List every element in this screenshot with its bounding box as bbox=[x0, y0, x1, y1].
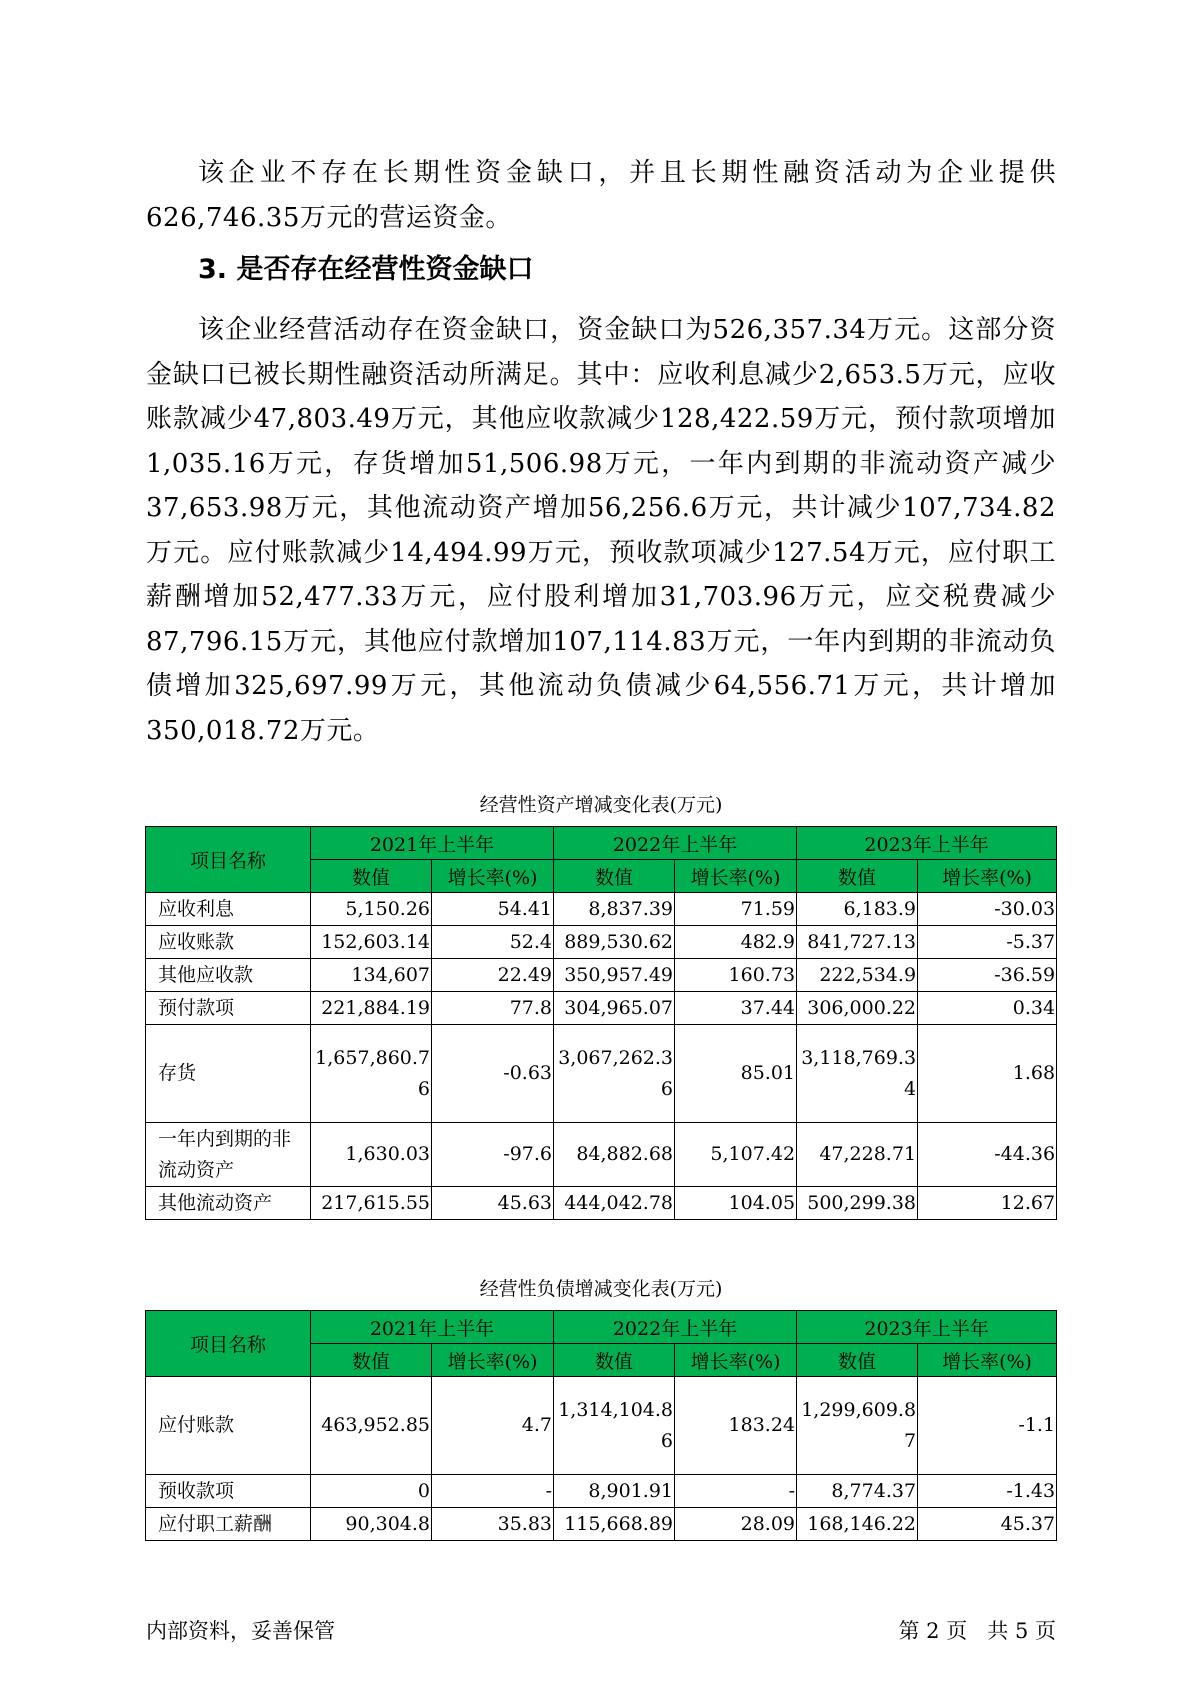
cell-rate: -1.1 bbox=[918, 1377, 1057, 1475]
cell-rate: 5,107.42 bbox=[675, 1123, 797, 1187]
operating-assets-table bbox=[145, 826, 1057, 1220]
header-period-2023: 2023年上半年 bbox=[797, 827, 1057, 860]
row-name: 一年内到期的非流动资产 bbox=[146, 1123, 311, 1187]
cell-value: 90,304.8 bbox=[311, 1508, 432, 1541]
cell-rate: 54.41 bbox=[432, 893, 554, 926]
cell-rate: 0.34 bbox=[918, 992, 1057, 1025]
cell-rate: 71.59 bbox=[675, 893, 797, 926]
section-heading: 3. 是否存在经营性资金缺口 bbox=[198, 254, 534, 285]
header-period-2021: 2021年上半年 bbox=[311, 827, 554, 860]
header-growth-rate: 增长率(%) bbox=[918, 1344, 1057, 1377]
cell-value: 134,607 bbox=[311, 959, 432, 992]
cell-value: 8,901.91 bbox=[554, 1475, 675, 1508]
page-number: 2 bbox=[926, 1619, 940, 1643]
cell-value: 1,630.03 bbox=[311, 1123, 432, 1187]
table-row bbox=[146, 893, 1057, 926]
header-value: 数值 bbox=[797, 1344, 918, 1377]
cell-rate: 77.8 bbox=[432, 992, 554, 1025]
cell-rate: 4.7 bbox=[432, 1377, 554, 1475]
cell-value: 350,957.49 bbox=[554, 959, 675, 992]
cell-rate: -30.03 bbox=[918, 893, 1057, 926]
cell-rate: 28.09 bbox=[675, 1508, 797, 1541]
row-name: 其他应收款 bbox=[146, 959, 311, 992]
row-name: 预付款项 bbox=[146, 992, 311, 1025]
header-value: 数值 bbox=[311, 860, 432, 893]
cell-value: 152,603.14 bbox=[311, 926, 432, 959]
cell-rate: 52.4 bbox=[432, 926, 554, 959]
cell-rate: -1.43 bbox=[918, 1475, 1057, 1508]
header-item-name: 项目名称 bbox=[146, 1311, 311, 1377]
header-value: 数值 bbox=[797, 860, 918, 893]
cell-rate: 35.83 bbox=[432, 1508, 554, 1541]
row-name: 应付账款 bbox=[146, 1377, 311, 1475]
operating-liabilities-table bbox=[145, 1310, 1057, 1541]
cell-value: 3,118,769.34 bbox=[797, 1025, 918, 1123]
table2-caption: 经营性负债增减变化表(万元) bbox=[479, 1278, 723, 1300]
table-row bbox=[146, 1377, 1057, 1475]
total-prefix: 共 bbox=[987, 1619, 1009, 1643]
cell-value: 1,314,104.86 bbox=[554, 1377, 675, 1475]
table-row bbox=[146, 1187, 1057, 1220]
header-value: 数值 bbox=[554, 1344, 675, 1377]
header-growth-rate: 增长率(%) bbox=[675, 860, 797, 893]
cell-rate: - bbox=[432, 1475, 554, 1508]
cell-value: 5,150.26 bbox=[311, 893, 432, 926]
total-pages: 5 bbox=[1014, 1619, 1029, 1643]
cell-rate: -36.59 bbox=[918, 959, 1057, 992]
cell-value: 3,067,262.36 bbox=[554, 1025, 675, 1123]
cell-rate: 45.37 bbox=[918, 1508, 1057, 1541]
cell-rate: 45.63 bbox=[432, 1187, 554, 1220]
cell-value: 1,657,860.76 bbox=[311, 1025, 432, 1123]
cell-rate: 22.49 bbox=[432, 959, 554, 992]
paragraph-operating-gap: 该企业经营活动存在资金缺口，资金缺口为526,357.34万元。这部分资金缺口已被长期性融资活动所满足。其中：应收利息减少2,653.5万元，应收账款减少47,803.49万元，其他应收款减少128,422.59万元，预付款项增加1,035.16万元，存货增加51,506.98万元，一年内到期的非流动资产减少37,653.98万元，其他流动资产增加56,256.6万元，共计减少107,734.82万元。应付账款减少14,494.99万元，预收款项减少127.54万元，应付职工薪酬增加52,477.33万元，应付股利增加31,703.96万元，应交税费减少87,796.15万元，其他应付款增加107,114.83万元，一年内到期的非流动负债增加325,697.99万元，其他流动负债减少64,556.71万元，共计增加350,018.72万元。 bbox=[146, 315, 1056, 746]
cell-value: 8,837.39 bbox=[554, 893, 675, 926]
table-row bbox=[146, 1123, 1057, 1187]
cell-rate: 85.01 bbox=[675, 1025, 797, 1123]
cell-value: 84,882.68 bbox=[554, 1123, 675, 1187]
cell-rate: -97.6 bbox=[432, 1123, 554, 1187]
cell-value: 444,042.78 bbox=[554, 1187, 675, 1220]
table-row bbox=[146, 926, 1057, 959]
cell-value: 222,534.9 bbox=[797, 959, 918, 992]
table-row bbox=[146, 1475, 1057, 1508]
cell-rate: 104.05 bbox=[675, 1187, 797, 1220]
cell-rate: -0.63 bbox=[432, 1025, 554, 1123]
header-value: 数值 bbox=[311, 1344, 432, 1377]
header-period-2023: 2023年上半年 bbox=[797, 1311, 1057, 1344]
cell-rate: 37.44 bbox=[675, 992, 797, 1025]
cell-value: 306,000.22 bbox=[797, 992, 918, 1025]
cell-rate: 183.24 bbox=[675, 1377, 797, 1475]
table-row bbox=[146, 1025, 1057, 1123]
page-prefix: 第 bbox=[898, 1619, 920, 1643]
cell-value: 841,727.13 bbox=[797, 926, 918, 959]
cell-value: 168,146.22 bbox=[797, 1508, 918, 1541]
row-name: 应付职工薪酬 bbox=[146, 1508, 311, 1541]
row-name: 存货 bbox=[146, 1025, 311, 1123]
header-period-2022: 2022年上半年 bbox=[554, 827, 797, 860]
cell-rate: -44.36 bbox=[918, 1123, 1057, 1187]
cell-value: 115,668.89 bbox=[554, 1508, 675, 1541]
total-suffix: 页 bbox=[1035, 1619, 1056, 1643]
table-row bbox=[146, 959, 1057, 992]
header-period-2021: 2021年上半年 bbox=[311, 1311, 554, 1344]
row-name: 应收账款 bbox=[146, 926, 311, 959]
cell-rate: 1.68 bbox=[918, 1025, 1057, 1123]
table-row bbox=[146, 1508, 1057, 1541]
header-period-2022: 2022年上半年 bbox=[554, 1311, 797, 1344]
footer-confidential-note: 内部资料，妥善保管 bbox=[146, 1619, 335, 1643]
header-value: 数值 bbox=[554, 860, 675, 893]
cell-value: 500,299.38 bbox=[797, 1187, 918, 1220]
cell-value: 217,615.55 bbox=[311, 1187, 432, 1220]
footer-page-number bbox=[898, 1617, 1056, 1645]
cell-value: 304,965.07 bbox=[554, 992, 675, 1025]
header-growth-rate: 增长率(%) bbox=[432, 860, 554, 893]
cell-value: 463,952.85 bbox=[311, 1377, 432, 1475]
row-name: 其他流动资产 bbox=[146, 1187, 311, 1220]
cell-rate: 482.9 bbox=[675, 926, 797, 959]
header-growth-rate: 增长率(%) bbox=[675, 1344, 797, 1377]
cell-value: 221,884.19 bbox=[311, 992, 432, 1025]
header-growth-rate: 增长率(%) bbox=[918, 860, 1057, 893]
header-growth-rate: 增长率(%) bbox=[432, 1344, 554, 1377]
cell-rate: -5.37 bbox=[918, 926, 1057, 959]
cell-value: 8,774.37 bbox=[797, 1475, 918, 1508]
paragraph-long-term-financing: 该企业不存在长期性资金缺口，并且长期性融资活动为企业提供626,746.35万元的营运资金。 bbox=[146, 158, 1056, 233]
cell-value: 0 bbox=[311, 1475, 432, 1508]
cell-value: 889,530.62 bbox=[554, 926, 675, 959]
cell-rate: - bbox=[675, 1475, 797, 1508]
page-suffix: 页 bbox=[946, 1619, 968, 1643]
table-row bbox=[146, 992, 1057, 1025]
table1-caption: 经营性资产增减变化表(万元) bbox=[479, 794, 723, 816]
cell-value: 1,299,609.87 bbox=[797, 1377, 918, 1475]
row-name: 预收款项 bbox=[146, 1475, 311, 1508]
cell-value: 47,228.71 bbox=[797, 1123, 918, 1187]
cell-rate: 160.73 bbox=[675, 959, 797, 992]
header-item-name: 项目名称 bbox=[146, 827, 311, 893]
cell-value: 6,183.9 bbox=[797, 893, 918, 926]
row-name: 应收利息 bbox=[146, 893, 311, 926]
cell-rate: 12.67 bbox=[918, 1187, 1057, 1220]
